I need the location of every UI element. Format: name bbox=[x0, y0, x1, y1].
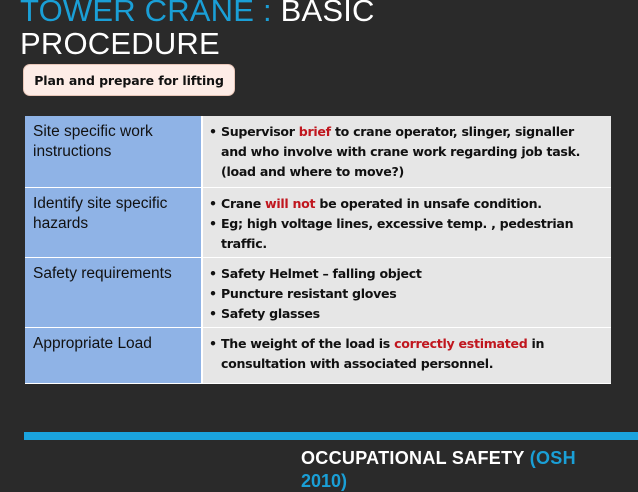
row-label: Appropriate Load bbox=[25, 327, 202, 383]
row-content bbox=[202, 187, 611, 257]
bullet-text: Safety Helmet – falling object bbox=[221, 265, 422, 281]
slide-title bbox=[20, 0, 440, 60]
footer-divider bbox=[24, 432, 638, 440]
list-item bbox=[209, 194, 601, 214]
bullet-highlight: brief bbox=[298, 124, 331, 139]
row-content bbox=[202, 116, 611, 187]
bullet-icon: • bbox=[209, 305, 217, 321]
bullet-text: The weight of the load is bbox=[221, 335, 395, 351]
table-row bbox=[25, 116, 611, 187]
list-item bbox=[209, 284, 601, 304]
title-accent: TOWER CRANE : bbox=[20, 0, 281, 28]
list-item bbox=[209, 122, 601, 182]
row-label: Identify site specific hazards bbox=[25, 187, 202, 257]
list-item bbox=[209, 214, 601, 254]
bullet-highlight: will not bbox=[265, 195, 316, 211]
bullet-text: in consultation with associated personnel. bbox=[221, 335, 545, 371]
title-part-1: BASIC bbox=[280, 0, 375, 28]
bullet-text: Crane bbox=[221, 195, 266, 211]
footer-title bbox=[301, 447, 631, 469]
bullet-text: Puncture resistant gloves bbox=[221, 285, 397, 301]
footer-main: OCCUPATIONAL SAFETY bbox=[301, 448, 530, 468]
bullet-icon: • bbox=[209, 265, 217, 281]
bullet-text: Eg; high voltage lines, excessive temp. , pedestrian traffic. bbox=[221, 215, 574, 251]
bullet-icon: • bbox=[209, 285, 217, 301]
title-part-2: PROCEDURE bbox=[20, 26, 220, 61]
list-item bbox=[209, 334, 601, 374]
bullet-text: be operated in unsafe condition. bbox=[315, 195, 542, 211]
bullet-text: to crane operator, slinger, signaller and who involve with crane work regarding job task. (load and where to move?) bbox=[221, 124, 581, 179]
row-content bbox=[202, 327, 611, 383]
row-content bbox=[202, 257, 611, 327]
procedure-table bbox=[25, 116, 611, 384]
bullet-highlight: correctly estimated bbox=[394, 335, 528, 351]
footer-cut-text: 2010) bbox=[301, 471, 348, 491]
table-row bbox=[25, 257, 611, 327]
row-label: Site specific work instructions bbox=[25, 116, 202, 187]
plan-tag: Plan and prepare for lifting bbox=[23, 64, 235, 96]
bullet-text: Safety glasses bbox=[221, 305, 320, 321]
bullet-icon: • bbox=[209, 195, 217, 211]
bullet-icon: • bbox=[209, 215, 217, 231]
table-row bbox=[25, 187, 611, 257]
list-item bbox=[209, 264, 601, 284]
bullet-icon: • bbox=[209, 335, 217, 351]
footer-accent: (OSH bbox=[529, 448, 576, 468]
bullet-icon: • bbox=[209, 124, 217, 139]
table-row bbox=[25, 327, 611, 383]
bullet-text: Supervisor bbox=[221, 124, 299, 139]
row-label: Safety requirements bbox=[25, 257, 202, 327]
list-item bbox=[209, 304, 601, 324]
